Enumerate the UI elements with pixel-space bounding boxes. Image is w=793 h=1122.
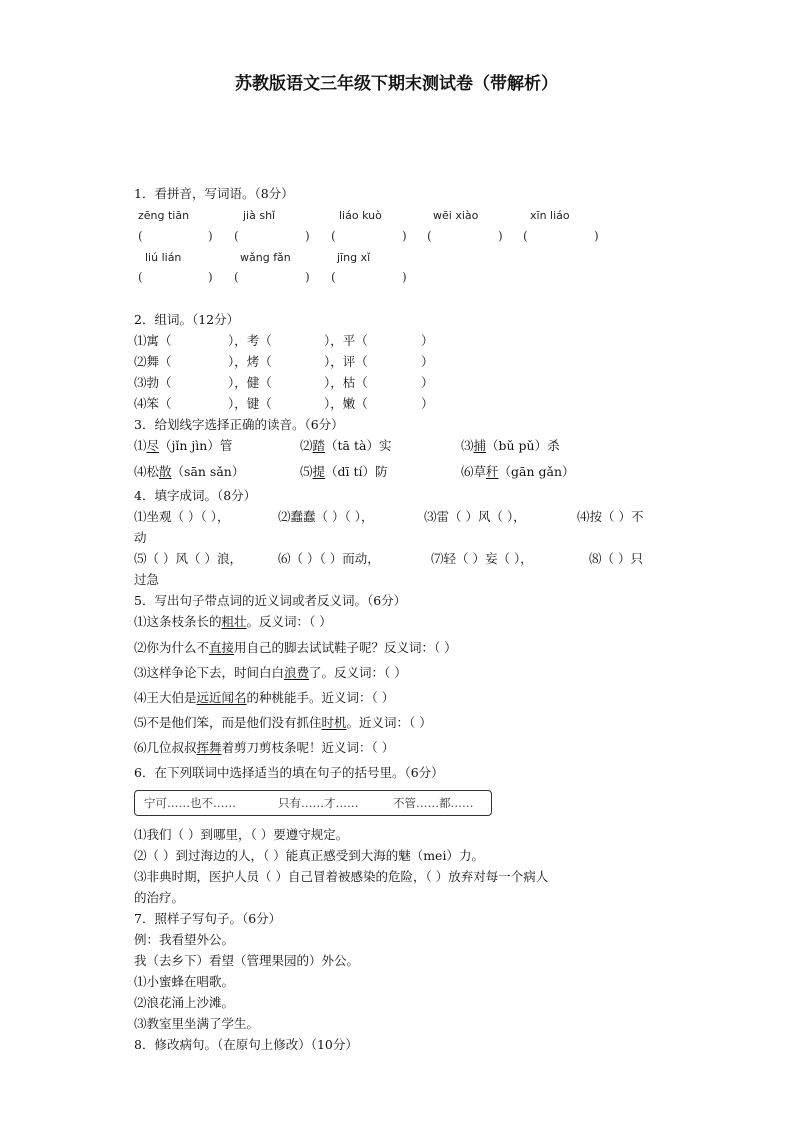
q4-item-1: ⑴坐观（ ）（ ）， — [134, 509, 230, 524]
blank-close: ) — [402, 270, 407, 284]
q7-example-answer: 我（去乡下）看望（管理果园的）外公。 — [134, 953, 360, 968]
q4-item-7: ⑺轻（ ）妄（ ）， — [431, 551, 533, 566]
q3-item-6: ⑹草秆（gān gǎn） — [461, 464, 575, 479]
option-3: 不管……都…… — [393, 796, 474, 810]
q5-line-2: ⑵你为什么不直接用自己的脚去试试鞋子呢？反义词：（ ） — [134, 640, 457, 655]
q7-line-2: ⑵浪花涌上沙滩。 — [134, 995, 235, 1010]
q3-item-5: ⑸提（dī tí）防 — [300, 464, 388, 479]
q4-item-2: ⑵蠢蠢（ ）（ ）， — [278, 509, 374, 524]
q7-example: 例：我看望外公。 — [134, 932, 235, 947]
q4-item-8-cont: 过急 — [134, 572, 160, 587]
q7-heading: 7．照样子写句子。（6分） — [134, 911, 282, 926]
q3-item-1: ⑴尽（jǐn jìn）管 — [134, 438, 233, 453]
q4-item-5: ⑸（ ）风（ ）浪， — [134, 551, 242, 566]
q6-line-2: ⑵（ ）到过海边的人，（ ）能真正感受到大海的魅（mei）力。 — [134, 848, 484, 863]
q4-heading: 4．填字成词。（8分） — [134, 488, 257, 503]
conjunction-options-box — [134, 790, 492, 816]
q5-heading: 5．写出句子带点词的近义词或者反义词。（6分） — [134, 593, 407, 608]
blank-close: ) — [208, 229, 213, 243]
q6-line-3-cont: 的治疗。 — [134, 890, 185, 905]
blank-open: ( — [523, 229, 528, 243]
page-title: 苏教版语文三年级下期末测试卷（带解析） — [235, 74, 558, 94]
q5-line-1: ⑴这条枝条长的粗壮。反义词：（ ） — [134, 614, 332, 629]
pinyin-5: xīn liáo — [530, 209, 570, 222]
blank-open: ( — [138, 229, 143, 243]
q4-item-4-cont: 动 — [134, 530, 147, 545]
pinyin-6: liú lián — [145, 251, 182, 264]
pinyin-2: jià shǐ — [243, 209, 276, 222]
blank-close: ) — [594, 229, 599, 243]
pinyin-3: liáo kuò — [339, 209, 382, 222]
q4-item-3: ⑶雷（ ）风（ ）， — [424, 509, 526, 524]
q5-line-5: ⑸不是他们笨，而是他们没有抓住时机。近义词：（ ） — [134, 715, 432, 730]
q8-heading: 8．修改病句。（在原句上修改）（10分） — [134, 1037, 358, 1052]
q6-heading: 6．在下列联词中选择适当的填在句子的括号里。（6分） — [134, 765, 444, 780]
q3-heading: 3．给划线字选择正确的读音。（6分） — [134, 417, 344, 432]
blank-open: ( — [427, 229, 432, 243]
q4-item-4: ⑷按（ ）不 — [577, 509, 644, 524]
q1-heading: 1．看拼音，写词语。（8分） — [134, 186, 294, 201]
q3-item-2: ⑵踏（tā tà）实 — [300, 438, 392, 453]
blank-close: ) — [305, 229, 310, 243]
q2-heading: 2．组词。（12分） — [134, 312, 240, 327]
blank-open: ( — [331, 229, 336, 243]
blank-open: ( — [331, 270, 336, 284]
pinyin-8: jīng xǐ — [337, 251, 371, 264]
q4-item-8: ⑻（ ）只 — [589, 551, 643, 566]
q3-item-3: ⑶捕（bǔ pǔ）杀 — [461, 438, 560, 453]
blank-open: ( — [234, 229, 239, 243]
blank-close: ) — [305, 270, 310, 284]
blank-close: ) — [208, 270, 213, 284]
q7-line-3: ⑶教室里坐满了学生。 — [134, 1016, 260, 1031]
q6-line-3: ⑶非典时期，医护人员（ ）自己冒着被感染的危险，（ ）放弃对每一个病人 — [134, 869, 549, 884]
q3-item-4: ⑷松散（sān sǎn） — [134, 464, 245, 479]
q5-line-3: ⑶这样争论下去，时间白白浪费了。反义词：（ ） — [134, 665, 407, 680]
pinyin-4: wēi xiào — [433, 209, 479, 222]
q6-line-1: ⑴我们（ ）到哪里，（ ）要遵守规定。 — [134, 827, 349, 842]
q5-line-4: ⑷王大伯是远近闻名的种桃能手。近义词：（ ） — [134, 690, 395, 705]
q5-line-6: ⑹几位叔叔挥舞着剪刀剪枝条呢！近义词：（ ） — [134, 740, 395, 755]
pinyin-1: zēng tiān — [138, 209, 190, 222]
pinyin-7: wǎng fǎn — [240, 251, 291, 264]
blank-open: ( — [138, 270, 143, 284]
blank-close: ) — [498, 229, 503, 243]
option-1: 宁可……也不…… — [144, 796, 236, 810]
q7-line-1: ⑴小蜜蜂在唱歌。 — [134, 974, 235, 989]
blank-close: ) — [402, 229, 407, 243]
option-2: 只有……才…… — [278, 796, 359, 810]
q4-item-6: ⑹（ ）（ ）而动， — [278, 551, 380, 566]
blank-open: ( — [234, 270, 239, 284]
